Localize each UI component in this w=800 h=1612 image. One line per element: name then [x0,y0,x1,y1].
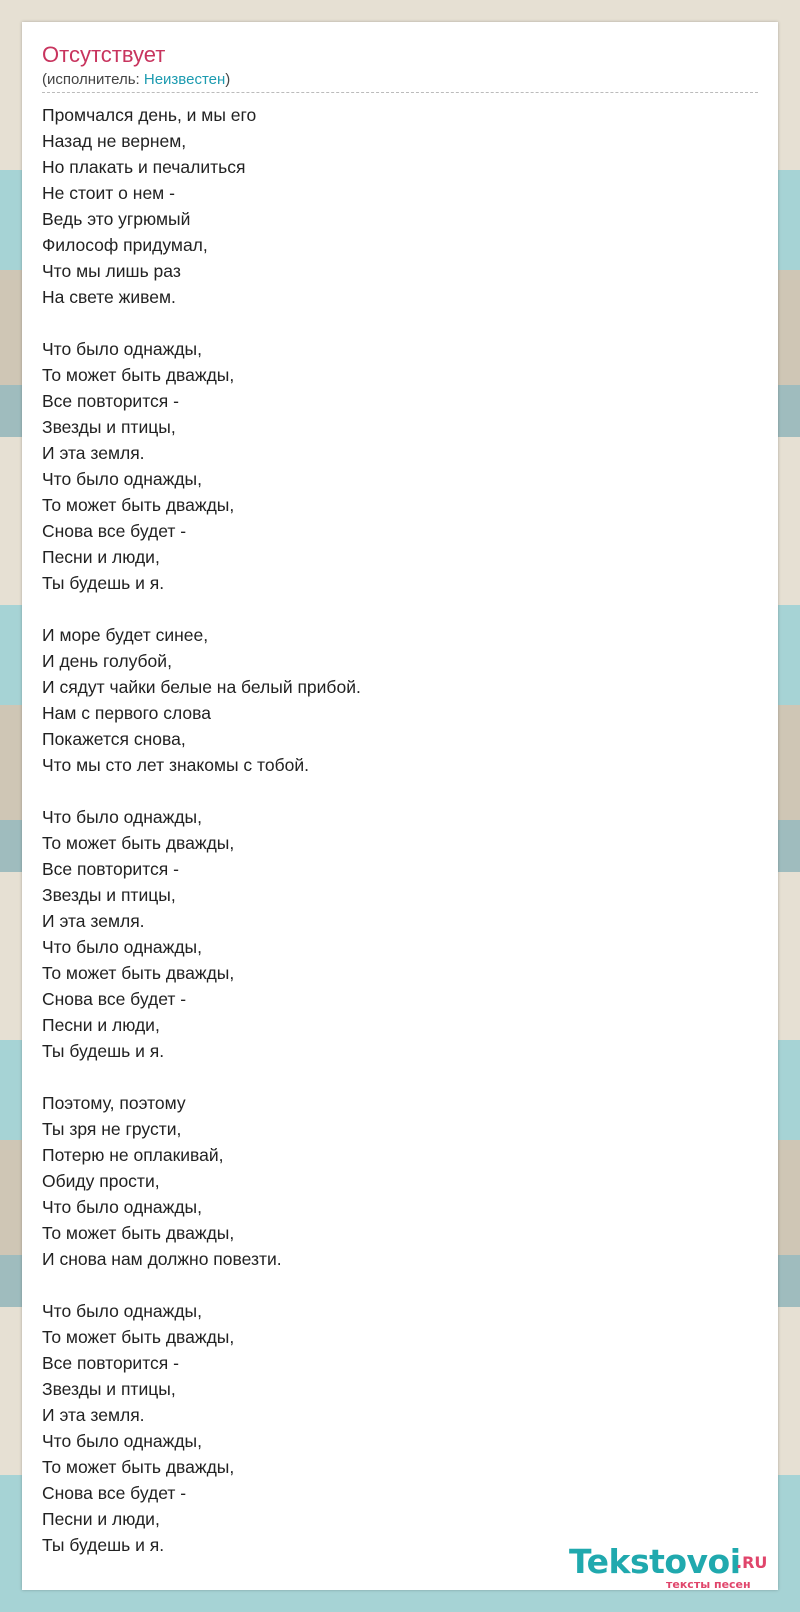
lyric-line: И море будет синее, [42,625,209,645]
lyric-line: Что было однажды, [42,1301,202,1321]
lyric-line: То может быть дважды, [42,963,235,983]
lyric-line: То может быть дважды, [42,1457,235,1477]
lyric-line: Что мы сто лет знакомы с тобой. [42,755,309,775]
lyric-line: Что было однажды, [42,807,202,827]
stanza-gap [42,310,758,336]
lyric-line: То может быть дважды, [42,833,235,853]
lyric-line: И эта земля. [42,443,145,463]
lyric-line: Но плакать и печалиться [42,157,246,177]
stanza-gap [42,596,758,622]
stanza-gap [42,778,758,804]
lyric-line: Снова все будет - [42,989,187,1009]
lyric-line: Все повторится - [42,859,179,879]
lyric-line: Философ придумал, [42,235,208,255]
lyric-line: Что было однажды, [42,339,202,359]
lyric-line: Снова все будет - [42,1483,187,1503]
lyric-line: Песни и люди, [42,547,160,567]
artist-line [42,71,230,89]
lyric-line: Ты будешь и я. [42,1535,165,1555]
lyric-line: Звезды и птицы, [42,417,176,437]
lyric-line: И эта земля. [42,911,145,931]
song-title: Отсутствует [42,42,166,67]
lyric-line: То может быть дважды, [42,495,235,515]
lyric-line: Что мы лишь раз [42,261,181,281]
logo-tagline: тексты песен [666,1578,751,1591]
lyric-line: Покажется снова, [42,729,186,749]
lyric-line: Песни и люди, [42,1509,160,1529]
lyric-line: То может быть дважды, [42,365,235,385]
lyric-line: Что было однажды, [42,469,202,489]
lyric-line: Снова все будет - [42,521,187,541]
lyric-line: То может быть дважды, [42,1223,235,1243]
logo-tld: .RU [736,1553,768,1572]
lyrics-text [42,102,758,1558]
lyrics-card [22,22,778,1590]
lyric-line: Потерю не оплакивай, [42,1145,224,1165]
logo-wordmark: Tekstovoi [569,1542,741,1581]
lyric-line: То может быть дважды, [42,1327,235,1347]
lyric-line: Ты будешь и я. [42,573,165,593]
lyric-line: Все повторится - [42,1353,179,1373]
lyric-line: Промчался день, и мы его [42,105,257,125]
site-logo[interactable] [569,1543,769,1593]
lyric-line: И сядут чайки белые на белый прибой. [42,677,361,697]
lyric-line: Песни и люди, [42,1015,160,1035]
lyric-line: На свете живем. [42,287,176,307]
header-divider [42,92,758,93]
lyric-line: Звезды и птицы, [42,1379,176,1399]
artist-link[interactable]: Неизвестен [143,71,226,88]
lyric-line: Звезды и птицы, [42,885,176,905]
lyric-line: Что было однажды, [42,1197,202,1217]
lyric-line: Ты будешь и я. [42,1041,165,1061]
lyric-line: И день голубой, [42,651,172,671]
artist-suffix: ) [225,71,231,88]
lyric-line: Ведь это угрюмый [42,209,191,229]
lyric-line: Назад не вернем, [42,131,187,151]
lyric-line: Обиду прости, [42,1171,160,1191]
stanza-gap [42,1272,758,1298]
lyric-line: Ты зря не грусти, [42,1119,182,1139]
lyric-line: И эта земля. [42,1405,145,1425]
lyric-line: Что было однажды, [42,937,202,957]
lyric-line: Нам с первого слова [42,703,211,723]
stanza-gap [42,1064,758,1090]
lyric-line: Все повторится - [42,391,179,411]
lyric-line: Поэтому, поэтому [42,1093,186,1113]
artist-prefix: (исполнитель: [42,71,144,88]
lyric-line: Что было однажды, [42,1431,202,1451]
lyric-line: И снова нам должно повезти. [42,1249,282,1269]
lyric-line: Не стоит о нем - [42,183,175,203]
